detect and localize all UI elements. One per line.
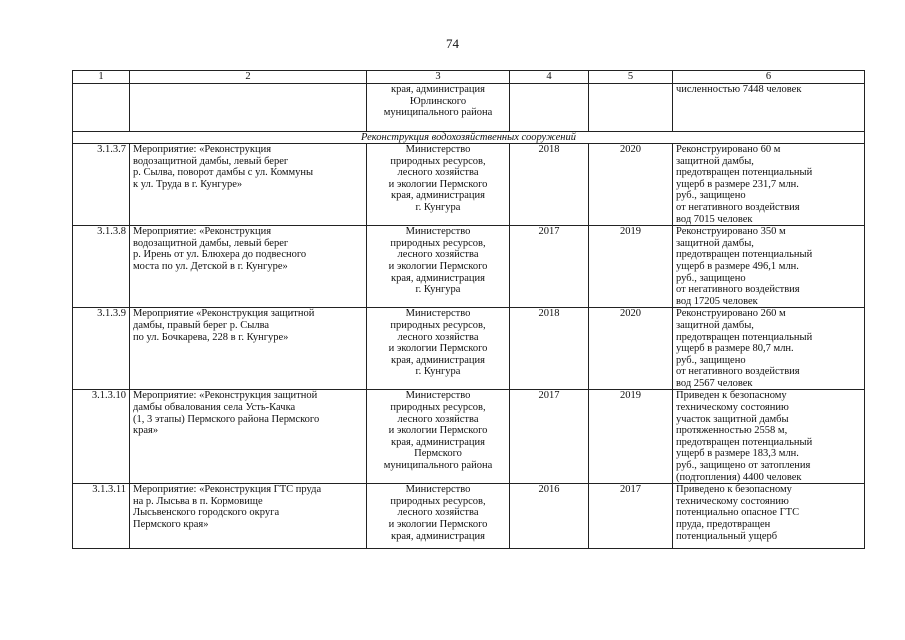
executor-line: Юрлинского <box>409 95 467 107</box>
executor-line: Пермского <box>414 448 462 460</box>
event-cell <box>130 390 367 484</box>
executor-line: природных ресурсов, <box>390 237 486 249</box>
executor-line: и экологии Пермского <box>388 178 488 190</box>
header-cell: 3 <box>367 71 510 84</box>
end-year-cell: 2020 <box>589 308 673 390</box>
result-line: (подтопления) 4400 человек <box>676 471 802 483</box>
result-line: потенциальный ущерб <box>676 530 778 542</box>
executor-cell <box>367 484 510 549</box>
end-year-cell: 2019 <box>589 390 673 484</box>
result-line: ущерб в размере 231,7 млн. <box>676 178 799 190</box>
end-year-cell <box>589 84 673 132</box>
result-line: руб., защищено <box>676 354 746 366</box>
event-line: Лысьвенского городского округа <box>133 507 280 519</box>
executor-line: г. Кунгура <box>415 366 461 378</box>
result-line: ущерб в размере 183,3 млн. <box>676 448 799 460</box>
result-line: предотвращен потенциальный <box>676 167 813 179</box>
number-cell: 3.1.3.10 <box>73 390 130 484</box>
header-cell: 6 <box>673 71 865 84</box>
event-line: водозащитной дамбы, левый берег <box>133 155 289 167</box>
event-line: по ул. Бочкарева, 228 в г. Кунгуре» <box>133 331 289 343</box>
executor-line: и экологии Пермского <box>388 519 488 530</box>
event-line: Пермского края» <box>133 519 209 530</box>
table-row <box>73 390 865 484</box>
event-line: к ул. Труда в г. Кунгуре» <box>133 178 243 190</box>
result-line: предотвращен потенциальный <box>676 331 813 343</box>
executor-cell <box>367 308 510 390</box>
result-line: Реконструировано 260 м <box>676 308 786 320</box>
executor-line: края, администрация <box>391 84 485 95</box>
result-cell <box>673 390 865 484</box>
executor-line: лесного хозяйства <box>397 249 479 261</box>
event-line: водозащитной дамбы, левый берег <box>133 237 289 249</box>
start-year-cell: 2017 <box>510 226 589 308</box>
event-line: моста по ул. Детской в г. Кунгуре» <box>133 260 288 272</box>
result-line: техническому состоянию <box>676 402 789 414</box>
executor-line: г. Кунгура <box>415 201 461 213</box>
result-line: Приведено к безопасному <box>676 484 792 496</box>
executor-line: г. Кунгура <box>415 284 461 296</box>
end-year-cell: 2019 <box>589 226 673 308</box>
executor-line: и экологии Пермского <box>388 260 488 272</box>
header-cell: 5 <box>589 71 673 84</box>
executor-line: Министерство <box>405 144 471 155</box>
section-title: Реконструкция водохозяйственных сооружений <box>73 132 865 144</box>
result-line: защитной дамбы, <box>676 319 754 331</box>
table-row <box>73 226 865 308</box>
event-line: Мероприятие: «Реконструкция ГТС пруда <box>133 484 322 496</box>
executor-line: и экологии Пермского <box>388 425 488 437</box>
executor-line: природных ресурсов, <box>390 495 486 507</box>
table-row <box>73 308 865 390</box>
result-line: вод 17205 человек <box>676 295 758 307</box>
result-line: защитной дамбы, <box>676 237 754 249</box>
start-year-cell: 2017 <box>510 390 589 484</box>
result-line: протяженностью 2558 м, <box>676 425 788 437</box>
event-line: Мероприятие: «Реконструкция защитной <box>133 390 318 402</box>
result-line: вод 7015 человек <box>676 213 753 225</box>
executor-line: Министерство <box>405 390 471 402</box>
executor-line: лесного хозяйства <box>397 507 479 519</box>
number-cell: 3.1.3.11 <box>73 484 130 549</box>
event-cell <box>130 484 367 549</box>
executor-line: лесного хозяйства <box>397 167 479 179</box>
event-line: Мероприятие: «Реконструкция <box>133 144 272 155</box>
executor-line: природных ресурсов, <box>390 155 486 167</box>
event-line: Мероприятие: «Реконструкция <box>133 226 272 238</box>
result-line: вод 2567 человек <box>676 377 753 389</box>
executor-line: природных ресурсов, <box>390 319 486 331</box>
result-line: Реконструировано 350 м <box>676 226 786 238</box>
result-line: предотвращен потенциальный <box>676 436 813 448</box>
result-cell <box>673 144 865 226</box>
result-line: численностью 7448 человек <box>676 84 802 95</box>
executor-line: края, администрация <box>391 436 485 448</box>
executor-line: края, администрация <box>391 530 485 542</box>
event-line: р. Сылва, поворот дамбы с ул. Коммуны <box>133 167 314 179</box>
event-line: края» <box>133 425 159 437</box>
page-number: 74 <box>446 36 459 51</box>
event-line: дамбы обвалования села Усть-Качка <box>133 402 296 414</box>
header-cell: 2 <box>130 71 367 84</box>
section-row <box>73 132 865 144</box>
result-line: от негативного воздействия <box>676 284 800 296</box>
result-line: техническому состоянию <box>676 495 789 507</box>
executor-line: муниципального района <box>383 460 493 472</box>
executor-line: края, администрация <box>391 354 485 366</box>
continuation-row <box>73 84 865 132</box>
result-line: Приведен к безопасному <box>676 390 787 402</box>
header-cell: 1 <box>73 71 130 84</box>
event-line: дамбы, правый берег р. Сылва <box>133 319 270 331</box>
executor-line: муниципального района <box>383 107 493 119</box>
event-line: (1, 3 этапы) Пермского района Пермского <box>133 413 320 425</box>
result-line: Реконструировано 60 м <box>676 144 781 155</box>
result-line: руб., защищено <box>676 272 746 284</box>
start-year-cell: 2018 <box>510 144 589 226</box>
result-cell <box>673 84 865 132</box>
result-line: руб., защищено <box>676 190 746 202</box>
event-cell <box>130 84 367 132</box>
result-line: предотвращен потенциальный <box>676 249 813 261</box>
executor-cell <box>367 144 510 226</box>
result-line: от негативного воздействия <box>676 366 800 378</box>
result-cell <box>673 484 865 549</box>
end-year-cell: 2020 <box>589 144 673 226</box>
event-line: на р. Лысьва в п. Кормовище <box>133 495 263 507</box>
measures-table <box>72 70 865 549</box>
executor-line: Министерство <box>405 226 471 238</box>
result-line: участок защитной дамбы <box>676 413 789 425</box>
start-year-cell: 2018 <box>510 308 589 390</box>
header-cell: 4 <box>510 71 589 84</box>
result-line: защитной дамбы, <box>676 155 754 167</box>
table-row <box>73 144 865 226</box>
executor-line: лесного хозяйства <box>397 413 479 425</box>
executor-line: природных ресурсов, <box>390 402 486 414</box>
result-line: пруда, предотвращен <box>676 519 771 530</box>
executor-line: Министерство <box>405 484 471 496</box>
number-cell: 3.1.3.8 <box>73 226 130 308</box>
result-cell <box>673 226 865 308</box>
table-header-row <box>73 71 865 84</box>
number-cell <box>73 84 130 132</box>
event-cell <box>130 308 367 390</box>
event-line: р. Ирень от ул. Блюхера до подвесного <box>133 249 307 261</box>
result-line: от негативного воздействия <box>676 201 800 213</box>
event-cell <box>130 226 367 308</box>
table-row <box>73 484 865 549</box>
start-year-cell: 2016 <box>510 484 589 549</box>
result-line: руб., защищено от затопления <box>676 460 811 472</box>
executor-cell <box>367 84 510 132</box>
executor-cell <box>367 226 510 308</box>
result-cell <box>673 308 865 390</box>
number-cell: 3.1.3.9 <box>73 308 130 390</box>
executor-line: края, администрация <box>391 190 485 202</box>
executor-line: лесного хозяйства <box>397 331 479 343</box>
event-cell <box>130 144 367 226</box>
number-cell: 3.1.3.7 <box>73 144 130 226</box>
result-line: ущерб в размере 80,7 млн. <box>676 343 794 355</box>
end-year-cell: 2017 <box>589 484 673 549</box>
executor-line: края, администрация <box>391 272 485 284</box>
event-line: Мероприятие «Реконструкция защитной <box>133 308 315 320</box>
start-year-cell <box>510 84 589 132</box>
executor-line: и экологии Пермского <box>388 343 488 355</box>
executor-cell <box>367 390 510 484</box>
result-line: потенциально опасное ГТС <box>676 507 800 519</box>
executor-line: Министерство <box>405 308 471 320</box>
result-line: ущерб в размере 496,1 млн. <box>676 260 799 272</box>
